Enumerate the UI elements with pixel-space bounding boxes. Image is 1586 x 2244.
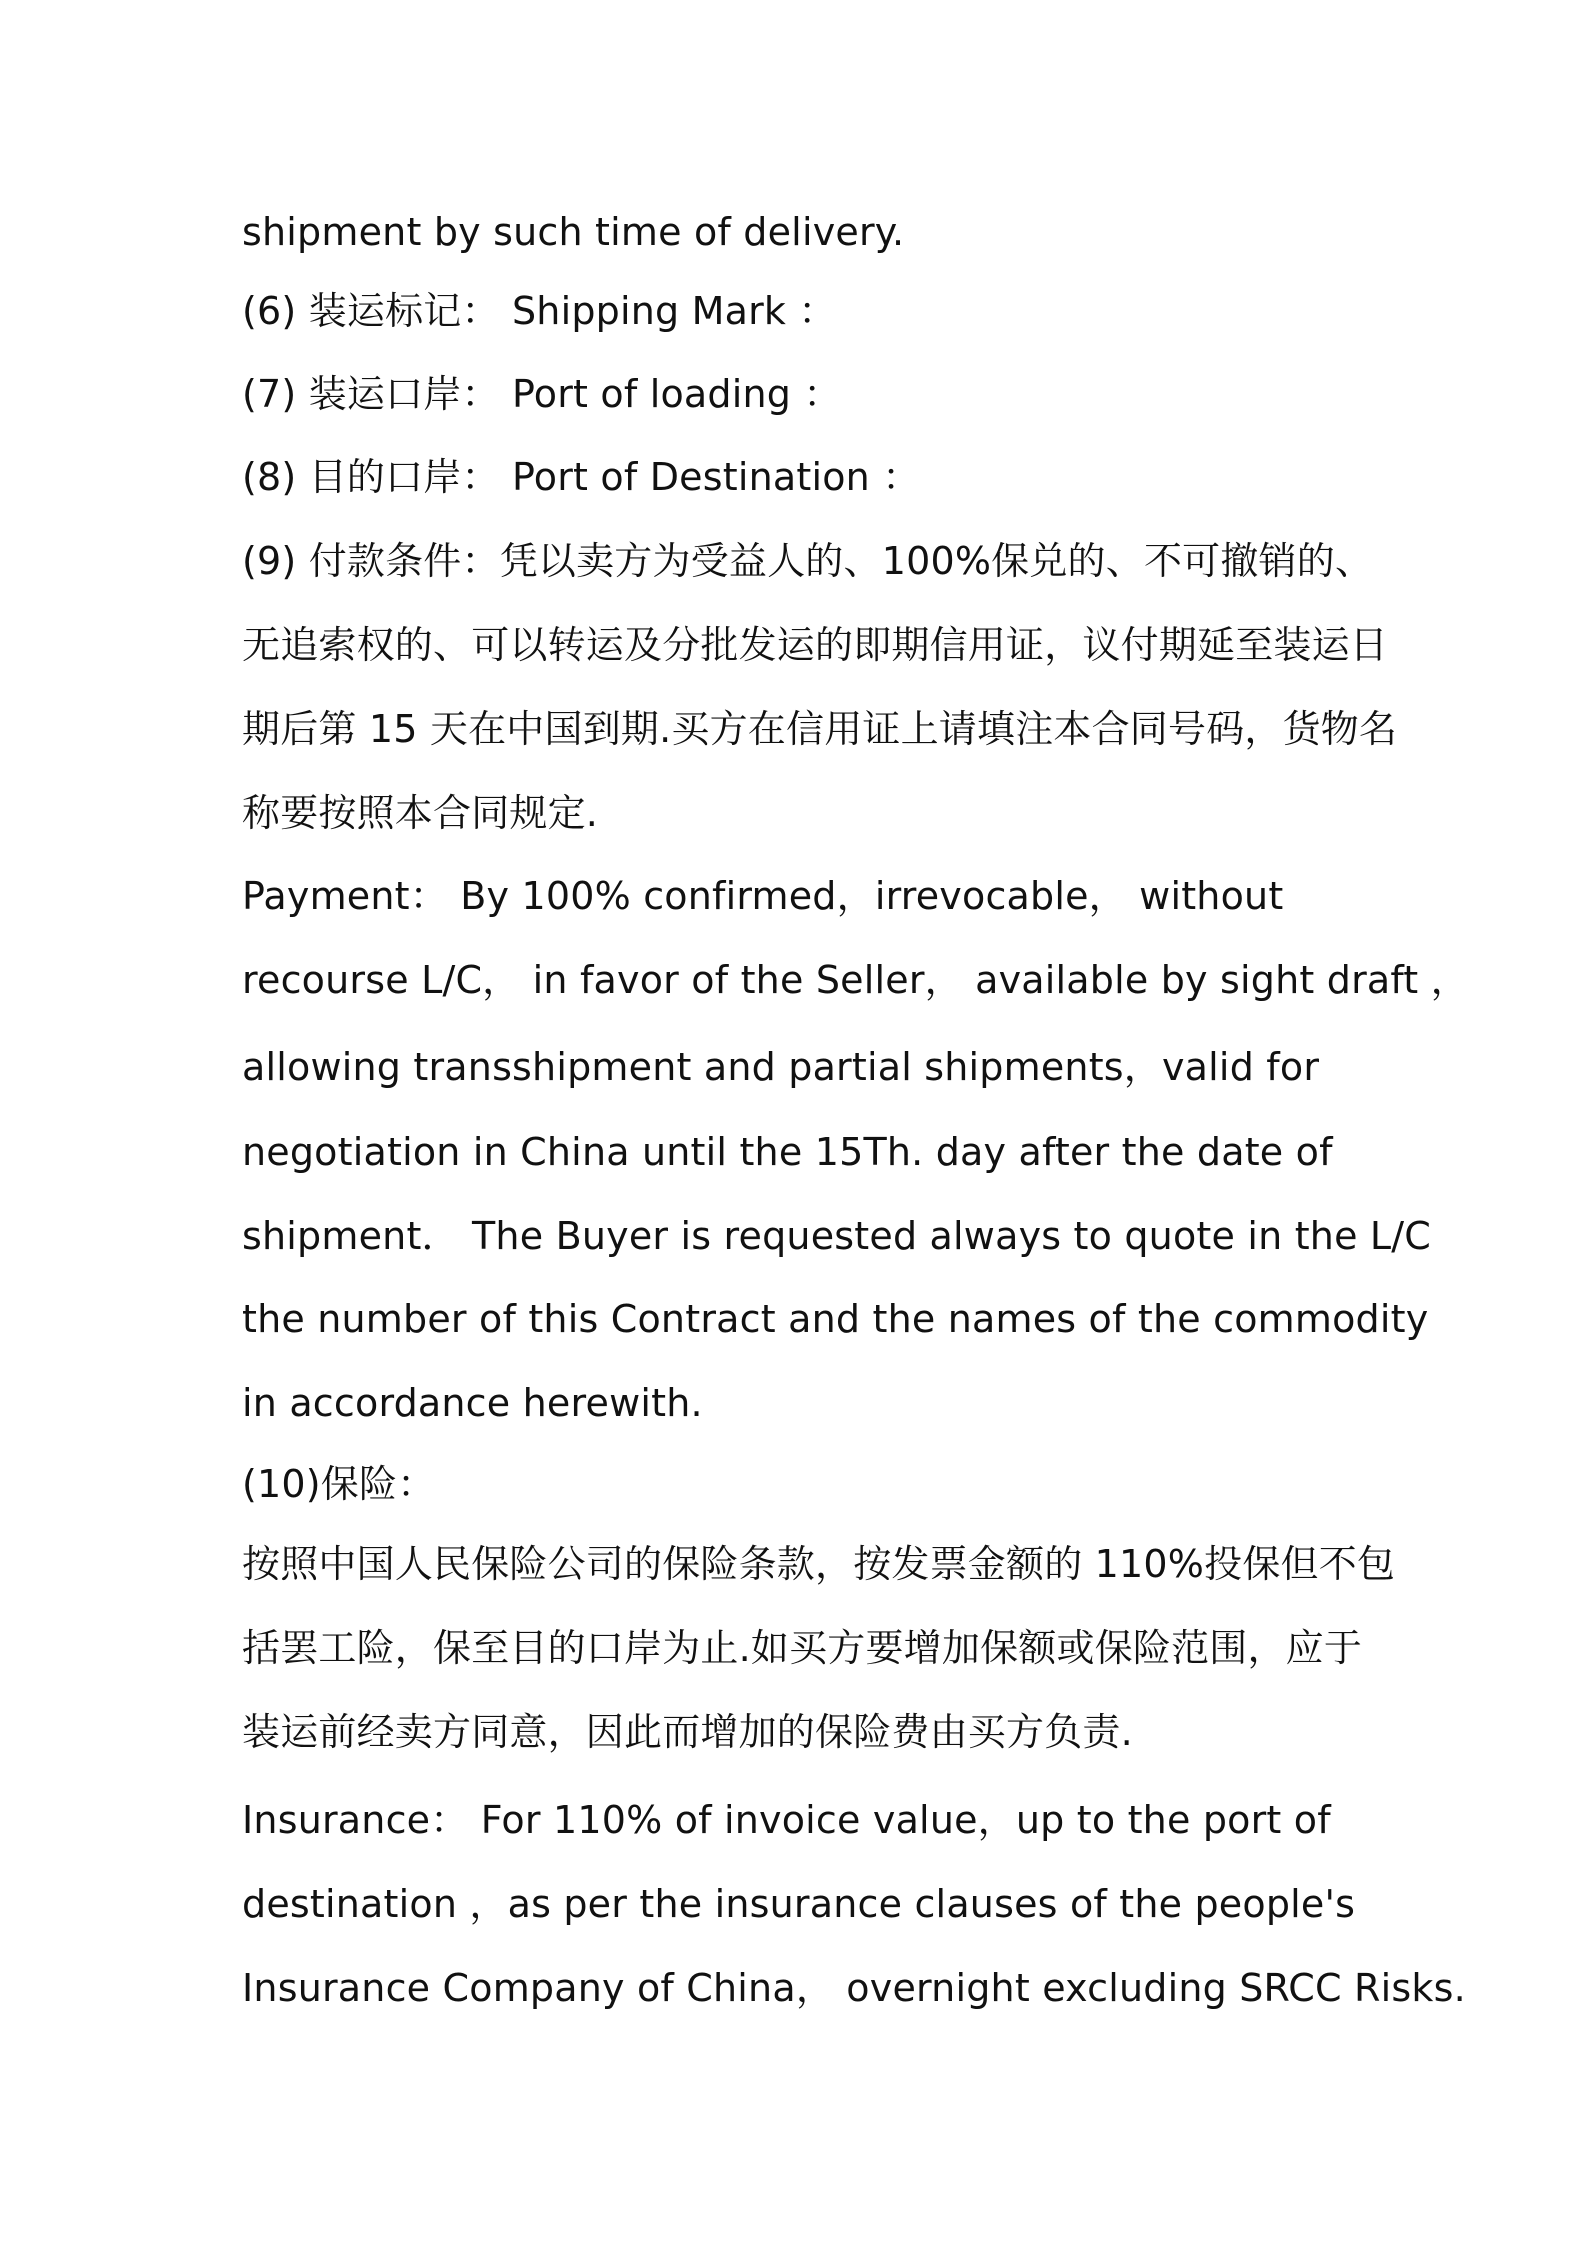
text-line: 括罢工险，保至目的口岸为止.如买方要增加保额或保险范围，应于 xyxy=(242,1626,1363,1670)
text-line: shipment by such time of delivery. xyxy=(242,210,905,254)
text-line: (8) 目的口岸： Port of Destination ： xyxy=(242,455,921,499)
text-line: shipment． The Buyer is requested always to quote in the L/C xyxy=(242,1214,1432,1258)
text-line: 按照中国人民保险公司的保险条款，按发票金额的 110%投保但不包 xyxy=(242,1542,1396,1586)
text-line: negotiation in China until the 15Th. day after the date of xyxy=(242,1130,1333,1174)
text-line: Insurance： For 110% of invoice value，up to the port of xyxy=(242,1798,1331,1842)
text-line: 期后第 15 天在中国到期.买方在信用证上请填注本合同号码，货物名 xyxy=(242,707,1398,751)
text-line: Payment： By 100% confirmed，irrevocable， without xyxy=(242,874,1284,918)
text-line: recourse L/C， in favor of the Seller， available by sight draft ， xyxy=(242,958,1469,1002)
text-line: destination ，as per the insurance clauses of the people's xyxy=(242,1882,1356,1926)
text-line: (7) 装运口岸： Port of loading ： xyxy=(242,372,842,416)
text-line: (6) 装运标记： Shipping Mark ： xyxy=(242,289,837,333)
text-line: (10)保险： xyxy=(242,1462,436,1506)
text-line: allowing transshipment and partial shipments，valid for xyxy=(242,1045,1320,1089)
text-line: the number of this Contract and the names of the commodity xyxy=(242,1297,1429,1341)
text-line: 无追索权的、可以转运及分批发运的即期信用证，议付期延至装运日 xyxy=(242,623,1389,667)
text-line: Insurance Company of China， overnight excluding SRCC Risks. xyxy=(242,1966,1466,2010)
text-line: 称要按照本合同规定. xyxy=(242,791,599,835)
text-line: (9) 付款条件：凭以卖方为受益人的、100%保兑的、不可撤销的、 xyxy=(242,539,1374,583)
text-line: 装运前经卖方同意，因此而增加的保险费由买方负责. xyxy=(242,1710,1133,1754)
text-line: in accordance herewith. xyxy=(242,1381,703,1425)
